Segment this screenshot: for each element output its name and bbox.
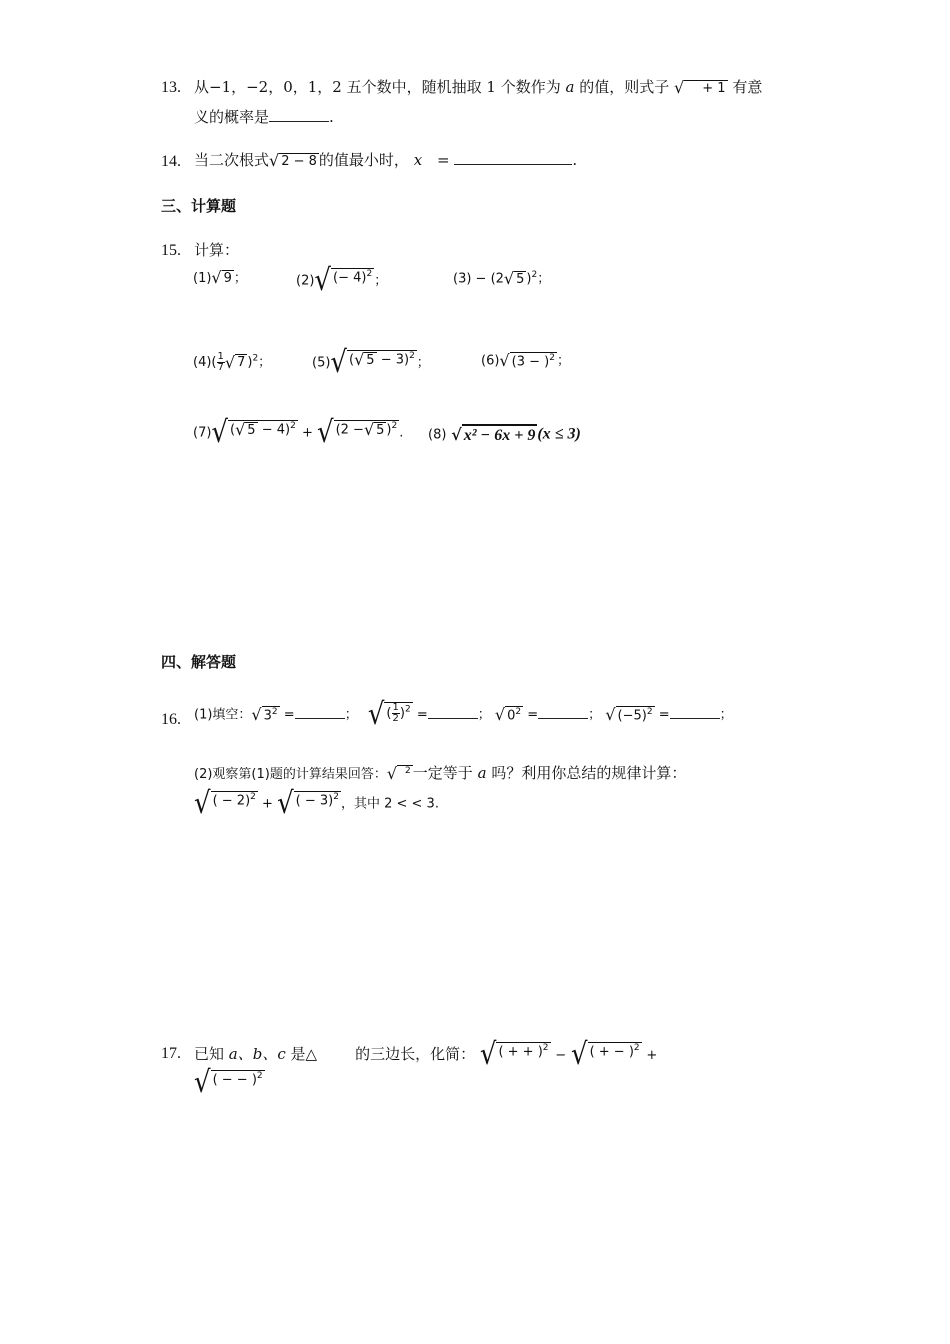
q15-p7-plus: +: [301, 425, 313, 441]
q13-line1: [194, 78, 762, 96]
q16-sep-3: ；: [588, 707, 602, 723]
q17-text-b: 是△: [290, 1045, 318, 1063]
q14-number: 14.: [161, 153, 181, 170]
q15-p1-end: ；: [233, 270, 247, 286]
q15-p7-inner-sqrt-b: √ 5: [363, 419, 385, 439]
q15-p4-label: (4)(: [193, 355, 217, 370]
section-3-title: 三、计算题: [161, 197, 237, 215]
q15-p5-outer-sqrt: √ ( √ 5 − 3)$^2$: [330, 345, 415, 381]
q13-sqrt: √ + 1: [674, 78, 726, 97]
q15-p3-close: ): [526, 271, 532, 287]
q17-sqrt-e1: √ ( + + )$^2$: [479, 1037, 549, 1073]
q16-part2-e2: ( − 3): [295, 793, 334, 809]
q15-p4-radicand: 7: [237, 355, 246, 371]
q15-p6-label: (6): [481, 353, 500, 369]
q15-p6-sqrt: √ $(3 - )^2$: [499, 350, 555, 370]
q15-p4-sqrt: √ 7: [224, 352, 246, 372]
q13-text-c: 有意: [732, 78, 763, 96]
q16-blank-4[interactable]: [670, 704, 720, 719]
q14-end: .: [572, 151, 578, 169]
q17-e1: ( + + ): [498, 1044, 543, 1060]
q15-p5-inner-sqrt: √ 5: [354, 349, 375, 369]
q15-p2-end: ；: [374, 273, 388, 289]
section-4-title: 四、解答题: [161, 653, 237, 671]
q16-sqrt-3: √ $0^2$: [494, 704, 522, 724]
q16-part2-sqrt-e2: √ ( − 3)$^2$: [277, 786, 339, 822]
q15-p7-open: (: [230, 422, 236, 438]
q17-sqrt-e2: √ ( + − )$^2$: [570, 1037, 640, 1073]
q15-p6-radicand: (3 − ): [511, 354, 550, 370]
q15-p7-sqrt-a: √ ( √ 5 − 4)$^2$: [211, 415, 296, 451]
q17-e3: ( − − ): [212, 1072, 257, 1088]
q15-p5-end: ；: [416, 355, 430, 371]
q16-eq-1: =: [283, 707, 295, 723]
q16-part2-condition: ，其中 2 < < 3.: [340, 796, 439, 812]
q16-frac-num: 1: [392, 702, 399, 713]
q15-p1-sqrt: √ 9: [211, 268, 232, 288]
q15-p4-fraction: [217, 352, 225, 373]
q16-part2-e1: ( − 2): [212, 793, 251, 809]
q16-blank-2[interactable]: [428, 704, 478, 719]
q16-eq-3: =: [527, 707, 539, 723]
q13-text-b: 的值，则式子: [579, 78, 670, 96]
q16-r3: 0: [507, 708, 516, 724]
q15-p8-radicand: x² − 6x + 9: [462, 424, 538, 445]
q17-text-a: 已知: [194, 1045, 225, 1063]
q15-intro: 计算：: [194, 241, 240, 259]
q13-answer-blank[interactable]: [269, 107, 329, 122]
q15-p7-close2: ): [386, 422, 392, 438]
q15-p3-radicand: 5: [516, 271, 525, 287]
q15-p2-label: (2): [296, 273, 315, 289]
q16-eq-4: =: [658, 707, 670, 723]
q13-number: 13.: [161, 79, 181, 96]
q15-p5-open: (: [349, 352, 355, 368]
q17-sqrt-e3: √ ( − − )$^2$: [194, 1065, 263, 1101]
q13-radicand: + 1: [684, 80, 727, 97]
q15-p7-open2: (2 −: [335, 422, 364, 438]
q14-text-b: 的值最小时，: [318, 151, 409, 169]
q16-part2-text-a: (2)观察第(1)题的计算结果回答：: [194, 767, 387, 782]
q16-eq-2: =: [416, 707, 428, 723]
q15-part8: [428, 424, 581, 445]
q15-p6-end: ；: [556, 353, 570, 369]
q15-p1-label: (1): [193, 270, 212, 286]
q14-radicand: 2 − 8: [281, 153, 317, 169]
q15-part5: [312, 345, 430, 381]
q17-line2: [194, 1065, 265, 1101]
q15-p7-sqrt-b: √ (2 − √ 5 )$^2$: [316, 415, 398, 451]
q14-text-a: 当二次根式: [194, 151, 270, 169]
q14-eq: =: [436, 151, 450, 169]
q17-text-c: 的三边长，化简：: [355, 1045, 476, 1063]
q15-part1: [193, 270, 247, 287]
q16-sep-1: ；: [344, 707, 358, 723]
q15-p7-inner-sqrt-a: √ 5: [235, 419, 256, 439]
q15-p4-frac-num: 1: [217, 351, 224, 362]
q13-text-line2: 义的概率是: [194, 108, 270, 126]
q16-number: 16.: [161, 711, 181, 728]
q17-minus: −: [555, 1048, 567, 1063]
q15-p5-close: − 3): [376, 352, 410, 368]
q15-part4: (4)( $\frac{1}{7}$ √ 7 )$^2$；: [193, 351, 272, 373]
q16-part2-line2: [194, 786, 439, 822]
q13-var-a: a: [565, 78, 575, 96]
q15-p4-end: ；: [258, 355, 272, 370]
q15-part6: [481, 352, 570, 370]
q15-p7-end: .: [399, 425, 404, 441]
q15-p1-radicand: 9: [223, 271, 232, 286]
q16-part2-plus: +: [262, 796, 273, 812]
q15-p3-end: ；: [537, 271, 551, 287]
q16-part2-var-a: a: [477, 764, 487, 782]
q15-p7-inner2: 5: [376, 422, 385, 438]
q15-p2-sqrt: √ (− 4)$^2$: [314, 263, 373, 299]
q15-p7-close: − 4): [257, 422, 291, 438]
q14-answer-blank[interactable]: [454, 150, 572, 165]
q15-p3-sqrt: √ 5: [503, 268, 525, 288]
q17-e2: ( + − ): [589, 1044, 634, 1060]
q14-line: [194, 150, 577, 169]
q15-p8-sqrt: √ x² − 6x + 9: [451, 424, 536, 444]
q16-part2-text-b: 一定等于: [412, 764, 473, 782]
q15-p2-radicand: (− 4): [333, 270, 367, 286]
q15-p7-inner: 5: [247, 422, 256, 438]
q15-p8-condition: (x ≤ 3): [537, 425, 581, 443]
q15-number: 15.: [161, 242, 181, 259]
q16-frac-den: 2: [392, 713, 399, 724]
q13-text-a: 从−1，−2，0，1，2 五个数中，随机抽取 1 个数作为: [194, 78, 561, 96]
q13-end: .: [329, 108, 334, 126]
q15-p7-label: (7): [193, 425, 212, 441]
q16-sqrt-4: √ $(-5)^2$: [605, 704, 653, 724]
q16-r1: 3: [263, 708, 272, 724]
q13-line2: [194, 107, 334, 126]
q16-r4: (−5): [617, 708, 647, 724]
q15-part2: [296, 263, 388, 299]
q15-part3: (3) − (2 √ 5 )$^2$；: [453, 268, 551, 288]
q14-var-x: x: [413, 151, 423, 169]
q15-p5-label: (5): [312, 355, 331, 371]
q15-p5-inner: 5: [366, 352, 375, 368]
q16-sep-2: ；: [477, 707, 491, 723]
q16-blank-1[interactable]: [295, 704, 345, 719]
q16-sep-4: ；: [719, 707, 733, 723]
q16-part2-sqrt: √ $^2$: [386, 763, 411, 783]
q16-part2-line1: [194, 764, 686, 783]
q15-p4-close: ): [247, 355, 253, 370]
q17-number: 17.: [161, 1045, 181, 1062]
q16-part1-label: (1)填空：: [194, 707, 252, 723]
q15-part7: [193, 415, 404, 451]
q16-part2-text-c: 吗？利用你总结的规律计算：: [491, 764, 687, 782]
q17-plus: +: [646, 1048, 658, 1063]
q14-sqrt: √ 2 − 8: [269, 151, 317, 170]
q15-p3-label: (3) − (2: [453, 271, 504, 287]
q16-sqrt-1: √ $3^2$: [251, 704, 278, 724]
q17-vars: a、b、c: [228, 1045, 286, 1063]
q16-blank-3[interactable]: [538, 704, 588, 719]
q15-p8-label: (8): [428, 427, 447, 443]
q16-part2-sqrt-e1: √ ( − 2)$^2$: [194, 786, 256, 822]
q16-sqrt-2: √ ( $\frac{1}{2}$ )$^2$: [367, 697, 411, 733]
q17-line1: [194, 1037, 658, 1073]
q16-fraction: [392, 703, 400, 724]
q15-p4-frac-den: 7: [217, 362, 224, 373]
q16-part1: [194, 697, 733, 733]
